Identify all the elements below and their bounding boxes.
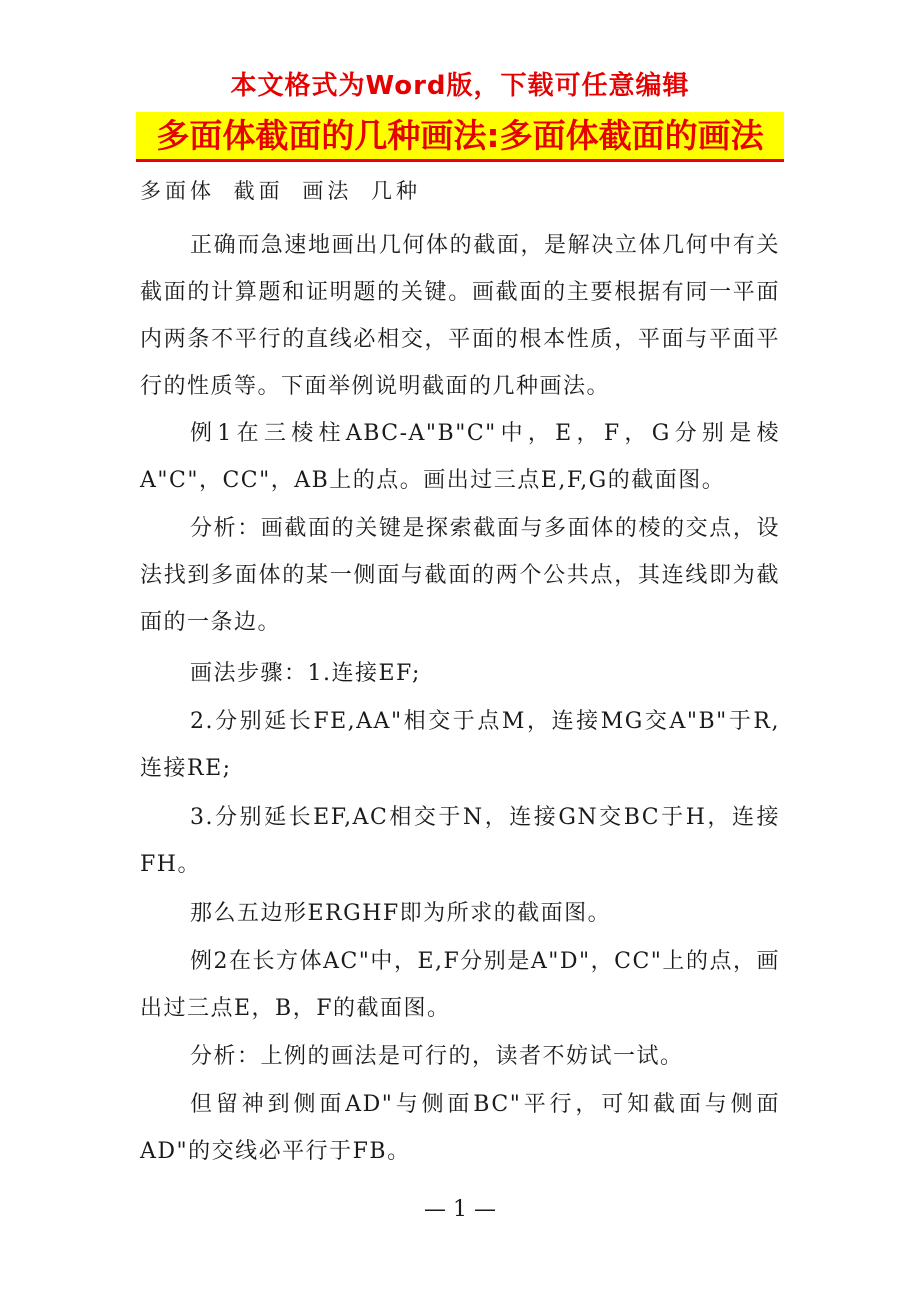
paragraph-observation: 但留神到侧面AD"与侧面BC"平行，可知截面与侧面AD"的交线必平行于FB。 xyxy=(140,1092,780,1164)
document-title: 多面体截面的几种画法:多面体截面的画法 xyxy=(156,116,764,155)
paragraph-step-2: 2.分别延长FE,AA"相交于点M，连接MG交A"B"于R,连接RE; xyxy=(140,709,780,781)
page-number: — 1 — xyxy=(424,1197,496,1222)
keywords-line: 多面体 截面 画法 几种 xyxy=(140,179,422,203)
paragraph-intro: 正确而急速地画出几何体的截面，是解决立体几何中有关截面的计算题和证明题的关键。画截面的主要根据有同一平面内两条不平行的直线必相交，平面的根本性质，平面与平面平行的性质等。下面举例说明截面的几种画法。 xyxy=(140,233,780,399)
paragraph-example-1: 例1在三棱柱ABC-A"B"C"中，E，F，G分别是棱A"C"，CC"，AB上的点。画出过三点E,F,G的截面图。 xyxy=(140,421,780,493)
title-highlight xyxy=(136,112,784,162)
paragraph-step-1: 画法步骤：1.连接EF; xyxy=(190,661,421,686)
paragraph-example-2: 例2在长方体AC"中，E,F分别是A"D"，CC"上的点，画出过三点E，B，F的截面图。 xyxy=(140,949,780,1021)
paragraph-conclusion-1: 那么五边形ERGHF即为所求的截面图。 xyxy=(190,901,612,926)
paragraph-step-3: 3.分别延长EF,AC相交于N，连接GN交BC于H，连接FH。 xyxy=(140,805,780,877)
paragraph-analysis-1: 分析：画截面的关键是探索截面与多面体的棱的交点，设法找到多面体的某一侧面与截面的两个公共点，其连线即为截面的一条边。 xyxy=(140,516,780,635)
paragraph-analysis-2: 分析：上例的画法是可行的，读者不妨试一试。 xyxy=(190,1044,684,1069)
download-notice: 本文格式为Word版，下载可任意编辑 xyxy=(230,71,690,101)
